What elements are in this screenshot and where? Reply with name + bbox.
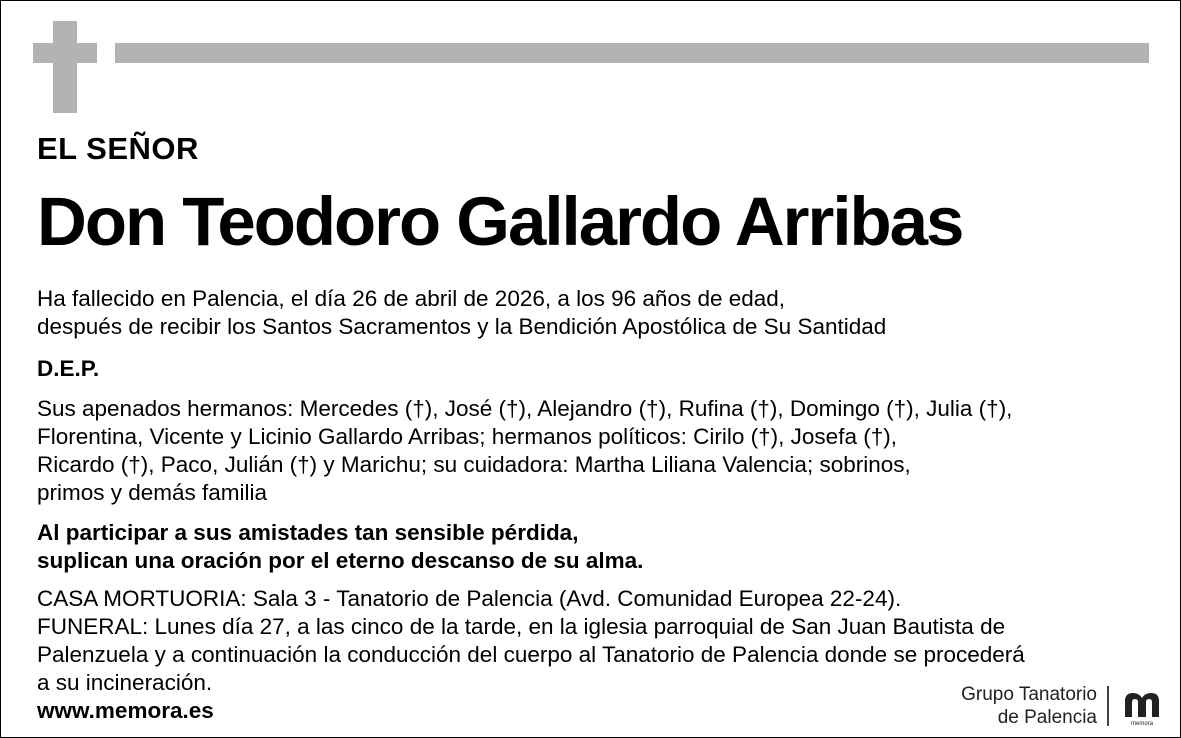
cross-icon: [53, 21, 77, 113]
logo-text: [961, 683, 1097, 729]
details-line: CASA MORTUORIA: Sala 3 - Tanatorio de Palencia (Avd. Comunidad Europea 22-24).: [37, 586, 902, 611]
announcement-line: después de recibir los Santos Sacramentos y la Bendición Apostólica de Su Santidad: [37, 314, 887, 339]
header-bar: [115, 43, 1149, 63]
prayer-request: [37, 519, 1157, 575]
company-logo: [931, 683, 1167, 729]
family-list: [37, 395, 1157, 507]
family-line: Sus apenados hermanos: Mercedes (†), José (†), Alejandro (†), Rufina (†), Domingo (†), Julia (†),: [37, 396, 1013, 421]
logo-line: de Palencia: [997, 707, 1097, 728]
title-prefix: EL SEÑOR: [37, 131, 199, 166]
details-line: Palenzuela y a continuación la conducción del cuerpo al Tanatorio de Palencia donde se procederá: [37, 642, 1025, 667]
logo-brand-text: memora: [1130, 721, 1154, 727]
details-line: a su incineración.: [37, 670, 213, 695]
family-line: primos y demás familia: [37, 480, 268, 505]
funeral-details: [37, 585, 1157, 697]
logo-divider: [1107, 686, 1109, 726]
prayer-line: suplican una oración por el eterno descanso de su alma.: [37, 548, 644, 573]
website-link[interactable]: www.memora.es: [37, 698, 214, 723]
memora-logo-icon: [1121, 687, 1167, 727]
family-line: Florentina, Vicente y Licinio Gallardo Arribas; hermanos políticos: Cirilo (†), Josefa (†),: [37, 424, 897, 449]
announcement-line: Ha fallecido en Palencia, el día 26 de abril de 2026, a los 96 años de edad,: [37, 286, 786, 311]
rip-abbreviation: D.E.P.: [37, 356, 100, 381]
deceased-name: Don Teodoro Gallardo Arribas: [37, 183, 963, 260]
prayer-line: Al participar a sus amistades tan sensible pérdida,: [37, 520, 579, 545]
cross-icon-arm: [33, 43, 97, 63]
family-line: Ricardo (†), Paco, Julián (†) y Marichu; su cuidadora: Martha Liliana Valencia; sobrinos,: [37, 452, 911, 477]
details-line: FUNERAL: Lunes día 27, a las cinco de la tarde, en la iglesia parroquial de San Juan Bautista de: [37, 614, 1006, 639]
logo-line: Grupo Tanatorio: [961, 684, 1097, 705]
death-announcement: [37, 285, 1157, 341]
